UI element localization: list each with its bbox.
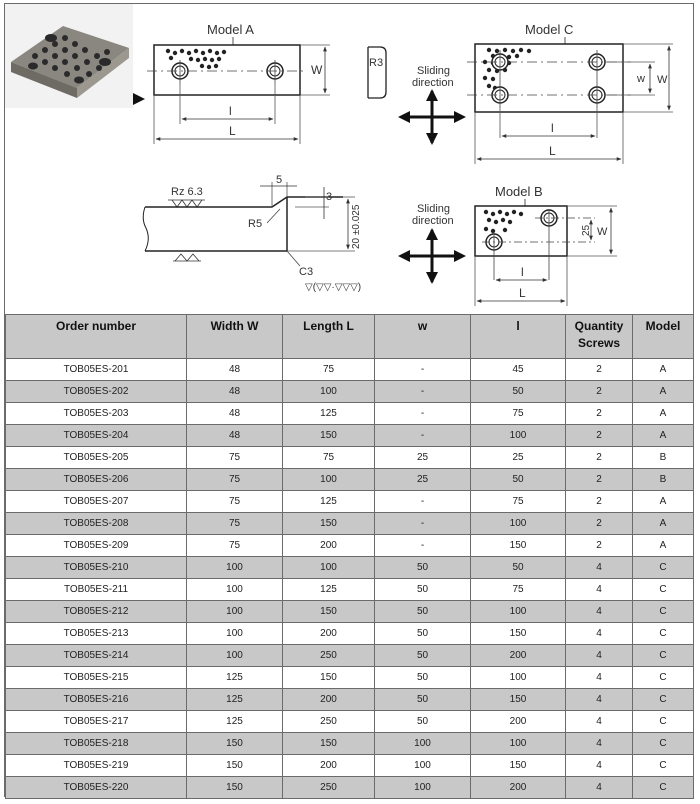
model-c-dim-l-small: l (551, 121, 554, 135)
product-photo (5, 4, 133, 108)
cell-l: 75 (471, 579, 566, 601)
cell-width: 100 (187, 601, 283, 623)
cell-w: - (375, 359, 471, 381)
cell-length: 100 (283, 557, 375, 579)
cell-length: 150 (283, 425, 375, 447)
cell-model: C (633, 711, 694, 733)
table-row (6, 623, 694, 645)
section-dim-5: 5 (276, 174, 283, 186)
cell-l: 50 (471, 469, 566, 491)
cell-length: 250 (283, 777, 375, 799)
cell-model: A (633, 403, 694, 425)
cell-quantity-screws: 4 (566, 777, 633, 799)
cell-quantity-screws: 2 (566, 491, 633, 513)
cell-width: 75 (187, 513, 283, 535)
cell-width: 48 (187, 425, 283, 447)
cell-length: 75 (283, 359, 375, 381)
cell-w: 50 (375, 623, 471, 645)
cell-length: 75 (283, 447, 375, 469)
roughness-rz-label: Rz 6.3 (171, 186, 203, 198)
cell-width: 150 (187, 777, 283, 799)
sliding-label-line2: direction (412, 77, 454, 89)
cell-order-number: TOB05ES-214 (6, 645, 187, 667)
model-b-dim-25: 25 (581, 224, 592, 236)
sliding-label-line1: Sliding (417, 65, 451, 77)
cell-w: - (375, 381, 471, 403)
cell-l: 25 (471, 447, 566, 469)
cell-l: 100 (471, 601, 566, 623)
cell-model: A (633, 425, 694, 447)
corner-radius-detail (368, 47, 386, 98)
cell-l: 50 (471, 381, 566, 403)
cell-l: 45 (471, 359, 566, 381)
cell-width: 100 (187, 557, 283, 579)
model-c-drawing (467, 22, 673, 164)
cell-order-number: TOB05ES-217 (6, 711, 187, 733)
cell-l: 200 (471, 711, 566, 733)
cell-w: - (375, 491, 471, 513)
cell-l: 200 (471, 777, 566, 799)
cell-width: 75 (187, 469, 283, 491)
sliding-label-line2: direction (412, 215, 454, 227)
cell-quantity-screws: 4 (566, 557, 633, 579)
header-w: w (375, 315, 471, 359)
cell-quantity-screws: 2 (566, 469, 633, 491)
sliding-label-line1: Sliding (417, 203, 451, 215)
cell-l: 150 (471, 623, 566, 645)
cell-quantity-screws: 2 (566, 381, 633, 403)
cell-model: C (633, 777, 694, 799)
radius-r5-label: R5 (248, 218, 263, 230)
cell-w: 100 (375, 777, 471, 799)
cell-width: 48 (187, 381, 283, 403)
table-row (6, 557, 694, 579)
header-width: Width W (187, 315, 283, 359)
model-c-title: Model C (525, 22, 574, 37)
cell-length: 100 (283, 469, 375, 491)
cell-model: C (633, 667, 694, 689)
cell-model: C (633, 755, 694, 777)
table-row (6, 469, 694, 491)
cell-width: 125 (187, 711, 283, 733)
cell-order-number: TOB05ES-219 (6, 755, 187, 777)
cell-width: 75 (187, 447, 283, 469)
table-row (6, 381, 694, 403)
cell-length: 100 (283, 381, 375, 403)
spec-table-body (6, 359, 694, 799)
cell-model: C (633, 733, 694, 755)
cell-order-number: TOB05ES-206 (6, 469, 187, 491)
cell-order-number: TOB05ES-202 (6, 381, 187, 403)
cell-model: B (633, 469, 694, 491)
cell-model: C (633, 645, 694, 667)
section-dim-3: 3 (326, 191, 333, 203)
cell-order-number: TOB05ES-218 (6, 733, 187, 755)
cell-order-number: TOB05ES-211 (6, 579, 187, 601)
cell-width: 150 (187, 755, 283, 777)
cell-model: A (633, 491, 694, 513)
cell-model: C (633, 579, 694, 601)
header-order-number: Order number (6, 315, 187, 359)
cell-quantity-screws: 2 (566, 513, 633, 535)
model-a-title: Model A (207, 22, 254, 37)
cell-length: 150 (283, 601, 375, 623)
header-length: Length L (283, 315, 375, 359)
cell-w: - (375, 425, 471, 447)
cell-order-number: TOB05ES-207 (6, 491, 187, 513)
cell-model: C (633, 689, 694, 711)
cell-quantity-screws: 4 (566, 711, 633, 733)
cell-length: 250 (283, 711, 375, 733)
header-quantity-line2: Screws (577, 336, 621, 350)
cell-width: 100 (187, 579, 283, 601)
cell-w: 50 (375, 645, 471, 667)
cell-l: 150 (471, 535, 566, 557)
cell-w: 50 (375, 711, 471, 733)
cell-w: 100 (375, 733, 471, 755)
cell-width: 75 (187, 535, 283, 557)
table-row (6, 601, 694, 623)
chamfer-c3-label: C3 (299, 266, 314, 278)
cell-model: C (633, 601, 694, 623)
cell-w: 50 (375, 689, 471, 711)
cell-model: A (633, 535, 694, 557)
cell-length: 250 (283, 645, 375, 667)
cell-length: 200 (283, 623, 375, 645)
cell-order-number: TOB05ES-201 (6, 359, 187, 381)
cell-order-number: TOB05ES-210 (6, 557, 187, 579)
cell-order-number: TOB05ES-203 (6, 403, 187, 425)
cell-l: 150 (471, 755, 566, 777)
cell-length: 200 (283, 689, 375, 711)
section-view (143, 174, 362, 293)
cell-quantity-screws: 4 (566, 601, 633, 623)
section-dim-20: 20 ±0.025 (351, 204, 362, 249)
cell-l: 75 (471, 403, 566, 425)
model-a-dim-w: W (311, 63, 323, 77)
table-row (6, 403, 694, 425)
cell-model: B (633, 447, 694, 469)
sliding-direction-c (398, 65, 466, 145)
cell-l: 100 (471, 513, 566, 535)
model-b-dim-l-big: L (519, 286, 526, 300)
cell-w: 50 (375, 557, 471, 579)
cell-l: 75 (471, 491, 566, 513)
model-b-dim-l-small: l (521, 265, 524, 279)
model-c-dim-w: W (657, 74, 668, 86)
model-b-dim-w: W (597, 226, 608, 238)
cell-order-number: TOB05ES-204 (6, 425, 187, 447)
cell-model: C (633, 557, 694, 579)
cell-length: 150 (283, 667, 375, 689)
cell-quantity-screws: 4 (566, 579, 633, 601)
radius-r3-label: R3 (369, 57, 384, 69)
table-row (6, 513, 694, 535)
model-c-dim-l-big: L (549, 144, 556, 158)
cell-model: A (633, 381, 694, 403)
cell-quantity-screws: 4 (566, 733, 633, 755)
cell-w: 50 (375, 601, 471, 623)
cell-length: 200 (283, 535, 375, 557)
cell-quantity-screws: 4 (566, 689, 633, 711)
cell-l: 200 (471, 645, 566, 667)
sliding-direction-b (398, 203, 466, 284)
cell-order-number: TOB05ES-208 (6, 513, 187, 535)
cell-w: 25 (375, 447, 471, 469)
table-row (6, 425, 694, 447)
cell-order-number: TOB05ES-205 (6, 447, 187, 469)
table-row (6, 447, 694, 469)
cell-w: - (375, 403, 471, 425)
cell-order-number: TOB05ES-213 (6, 623, 187, 645)
cell-quantity-screws: 2 (566, 359, 633, 381)
cell-model: A (633, 513, 694, 535)
cell-l: 100 (471, 425, 566, 447)
cell-width: 125 (187, 689, 283, 711)
model-b-title: Model B (495, 184, 543, 199)
model-a-drawing (147, 22, 330, 144)
model-a-dim-l-big: L (229, 124, 236, 138)
cell-width: 125 (187, 667, 283, 689)
cell-width: 100 (187, 623, 283, 645)
cell-model: A (633, 359, 694, 381)
model-c-dim-w-small: w (637, 73, 645, 85)
header-quantity-line1: Quantity (574, 319, 624, 333)
cell-width: 48 (187, 403, 283, 425)
cell-width: 150 (187, 733, 283, 755)
table-row (6, 359, 694, 381)
table-row (6, 579, 694, 601)
cell-w: - (375, 535, 471, 557)
table-header-row (6, 315, 694, 359)
cell-order-number: TOB05ES-220 (6, 777, 187, 799)
table-row (6, 667, 694, 689)
cell-order-number: TOB05ES-212 (6, 601, 187, 623)
cell-length: 200 (283, 755, 375, 777)
cell-l: 100 (471, 733, 566, 755)
cell-quantity-screws: 2 (566, 447, 633, 469)
cell-quantity-screws: 2 (566, 535, 633, 557)
model-a-dim-l-small: l (229, 104, 232, 118)
cell-width: 48 (187, 359, 283, 381)
catalog-sheet (4, 3, 694, 797)
cell-quantity-screws: 4 (566, 623, 633, 645)
table-row (6, 535, 694, 557)
cell-length: 150 (283, 513, 375, 535)
surface-finish-symbol: ▽(▽▽·▽▽▽) (305, 282, 362, 293)
cell-width: 75 (187, 491, 283, 513)
table-row (6, 711, 694, 733)
cell-width: 100 (187, 645, 283, 667)
technical-drawings (5, 4, 693, 314)
table-row (6, 733, 694, 755)
table-row (6, 491, 694, 513)
cell-l: 150 (471, 689, 566, 711)
header-model: Model (633, 315, 694, 359)
cell-length: 125 (283, 579, 375, 601)
cell-quantity-screws: 2 (566, 425, 633, 447)
cell-l: 100 (471, 667, 566, 689)
cell-quantity-screws: 4 (566, 667, 633, 689)
table-row (6, 777, 694, 799)
spec-table (5, 314, 694, 799)
table-row (6, 689, 694, 711)
cell-w: 50 (375, 667, 471, 689)
cell-w: 25 (375, 469, 471, 491)
table-row (6, 755, 694, 777)
cell-model: C (633, 623, 694, 645)
cell-length: 150 (283, 733, 375, 755)
cell-quantity-screws: 4 (566, 645, 633, 667)
header-quantity-screws (566, 315, 633, 359)
header-l: l (471, 315, 566, 359)
cell-order-number: TOB05ES-215 (6, 667, 187, 689)
cell-w: - (375, 513, 471, 535)
table-row (6, 645, 694, 667)
cell-order-number: TOB05ES-216 (6, 689, 187, 711)
cell-w: 100 (375, 755, 471, 777)
cell-l: 50 (471, 557, 566, 579)
cell-length: 125 (283, 403, 375, 425)
cell-quantity-screws: 2 (566, 403, 633, 425)
cell-order-number: TOB05ES-209 (6, 535, 187, 557)
cell-length: 125 (283, 491, 375, 513)
model-b-drawing (475, 184, 617, 306)
cell-w: 50 (375, 579, 471, 601)
cell-quantity-screws: 4 (566, 755, 633, 777)
